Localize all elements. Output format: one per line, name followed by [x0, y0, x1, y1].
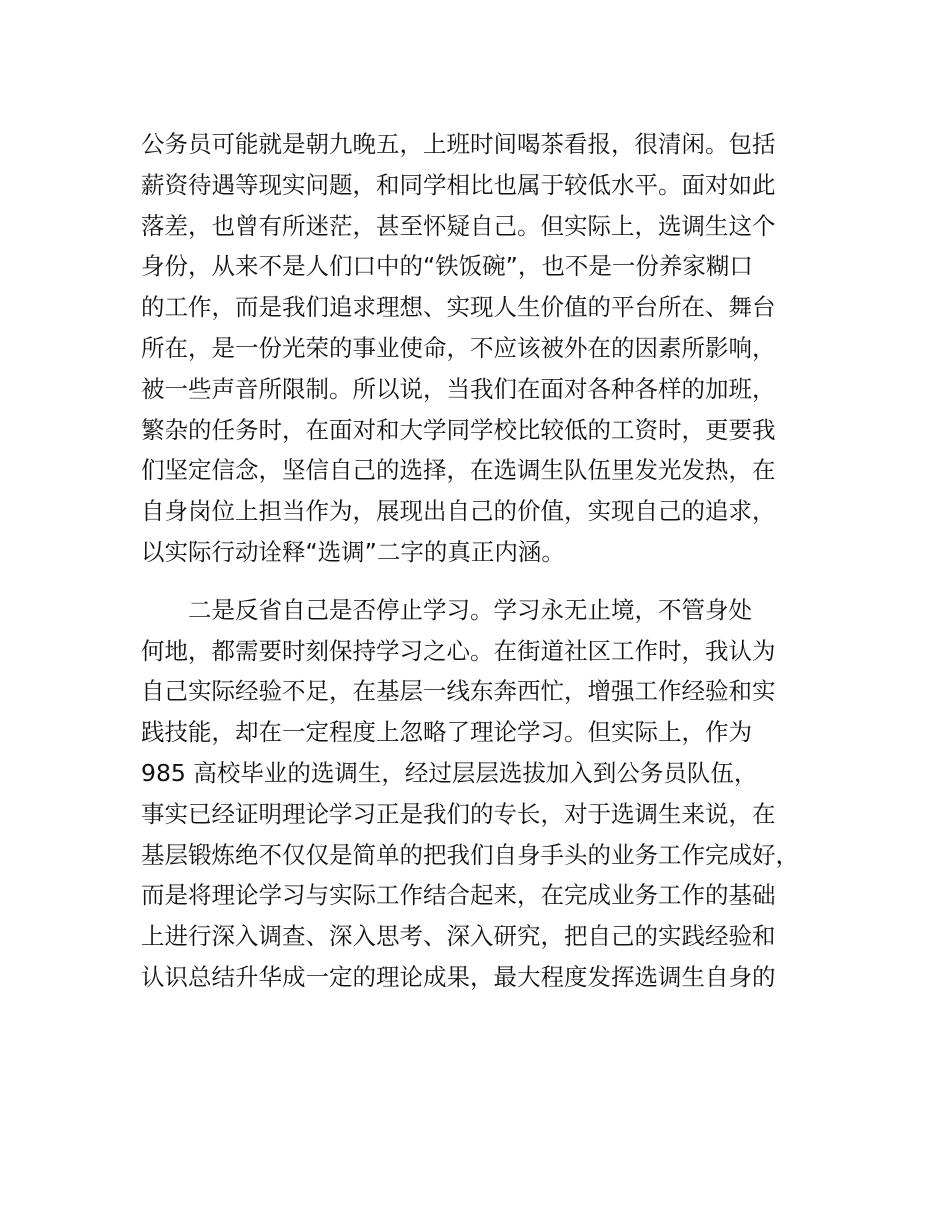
text-line: 践技能，却在一定程度上忽略了理论学习。但实际上，作为	[141, 718, 752, 747]
text-line: 以实际行动诠释“选调”二字的真正内涵。	[141, 537, 565, 566]
text-line: 认识总结升华成一定的理论成果，最大程度发挥选调生自身的	[141, 962, 776, 991]
paragraph-2	[141, 590, 841, 998]
text-line: 基层锻炼绝不仅仅是简单的把我们自身手头的业务工作完成好，	[141, 840, 799, 869]
text-line: 薪资待遇等现实问题，和同学相比也属于较低水平。面对如此	[141, 170, 776, 199]
text-line: 落差，也曾有所迷茫，甚至怀疑自己。但实际上，选调生这个	[141, 211, 776, 240]
text-line: 的工作，而是我们追求理想、实现人生价值的平台所在、舞台	[141, 293, 776, 322]
text-line: 事实已经证明理论学习正是我们的专长，对于选调生来说，在	[141, 799, 776, 828]
text-line: 所在，是一份光荣的事业使命，不应该被外在的因素所影响，	[141, 333, 776, 362]
text-line: 繁杂的任务时，在面对和大学同学校比较低的工资时，更要我	[141, 415, 776, 444]
text-line: 而是将理论学习与实际工作结合起来，在完成业务工作的基础	[141, 881, 776, 910]
text-line: 自己实际经验不足，在基层一线东奔西忙，增强工作经验和实	[141, 677, 776, 706]
text-line: 被一些声音所限制。所以说，当我们在面对各种各样的加班，	[141, 374, 776, 403]
paragraph-1	[141, 124, 841, 573]
text-line: 上进行深入调查、深入思考、深入研究，把自己的实践经验和	[141, 922, 776, 951]
text-line: 公务员可能就是朝九晚五，上班时间喝茶看报，很清闲。包括	[141, 130, 776, 158]
text-line: 们坚定信念，坚信自己的选择，在选调生队伍里发光发热，在	[141, 456, 776, 485]
text-line: 自身岗位上担当作为，展现出自己的价值，实现自己的追求，	[141, 497, 776, 526]
text-line: 何地，都需要时刻保持学习之心。在街道社区工作时，我认为	[141, 636, 776, 665]
document-body	[141, 124, 841, 998]
text-line: 二是反省自己是否停止学习。学习永无止境，不管身处	[188, 595, 752, 624]
text-line: 身份，从来不是人们口中的“铁饭碗”，也不是一份养家糊口	[141, 252, 753, 281]
text-line: 985 高校毕业的选调生，经过层层选拔加入到公务员队伍，	[141, 758, 758, 787]
